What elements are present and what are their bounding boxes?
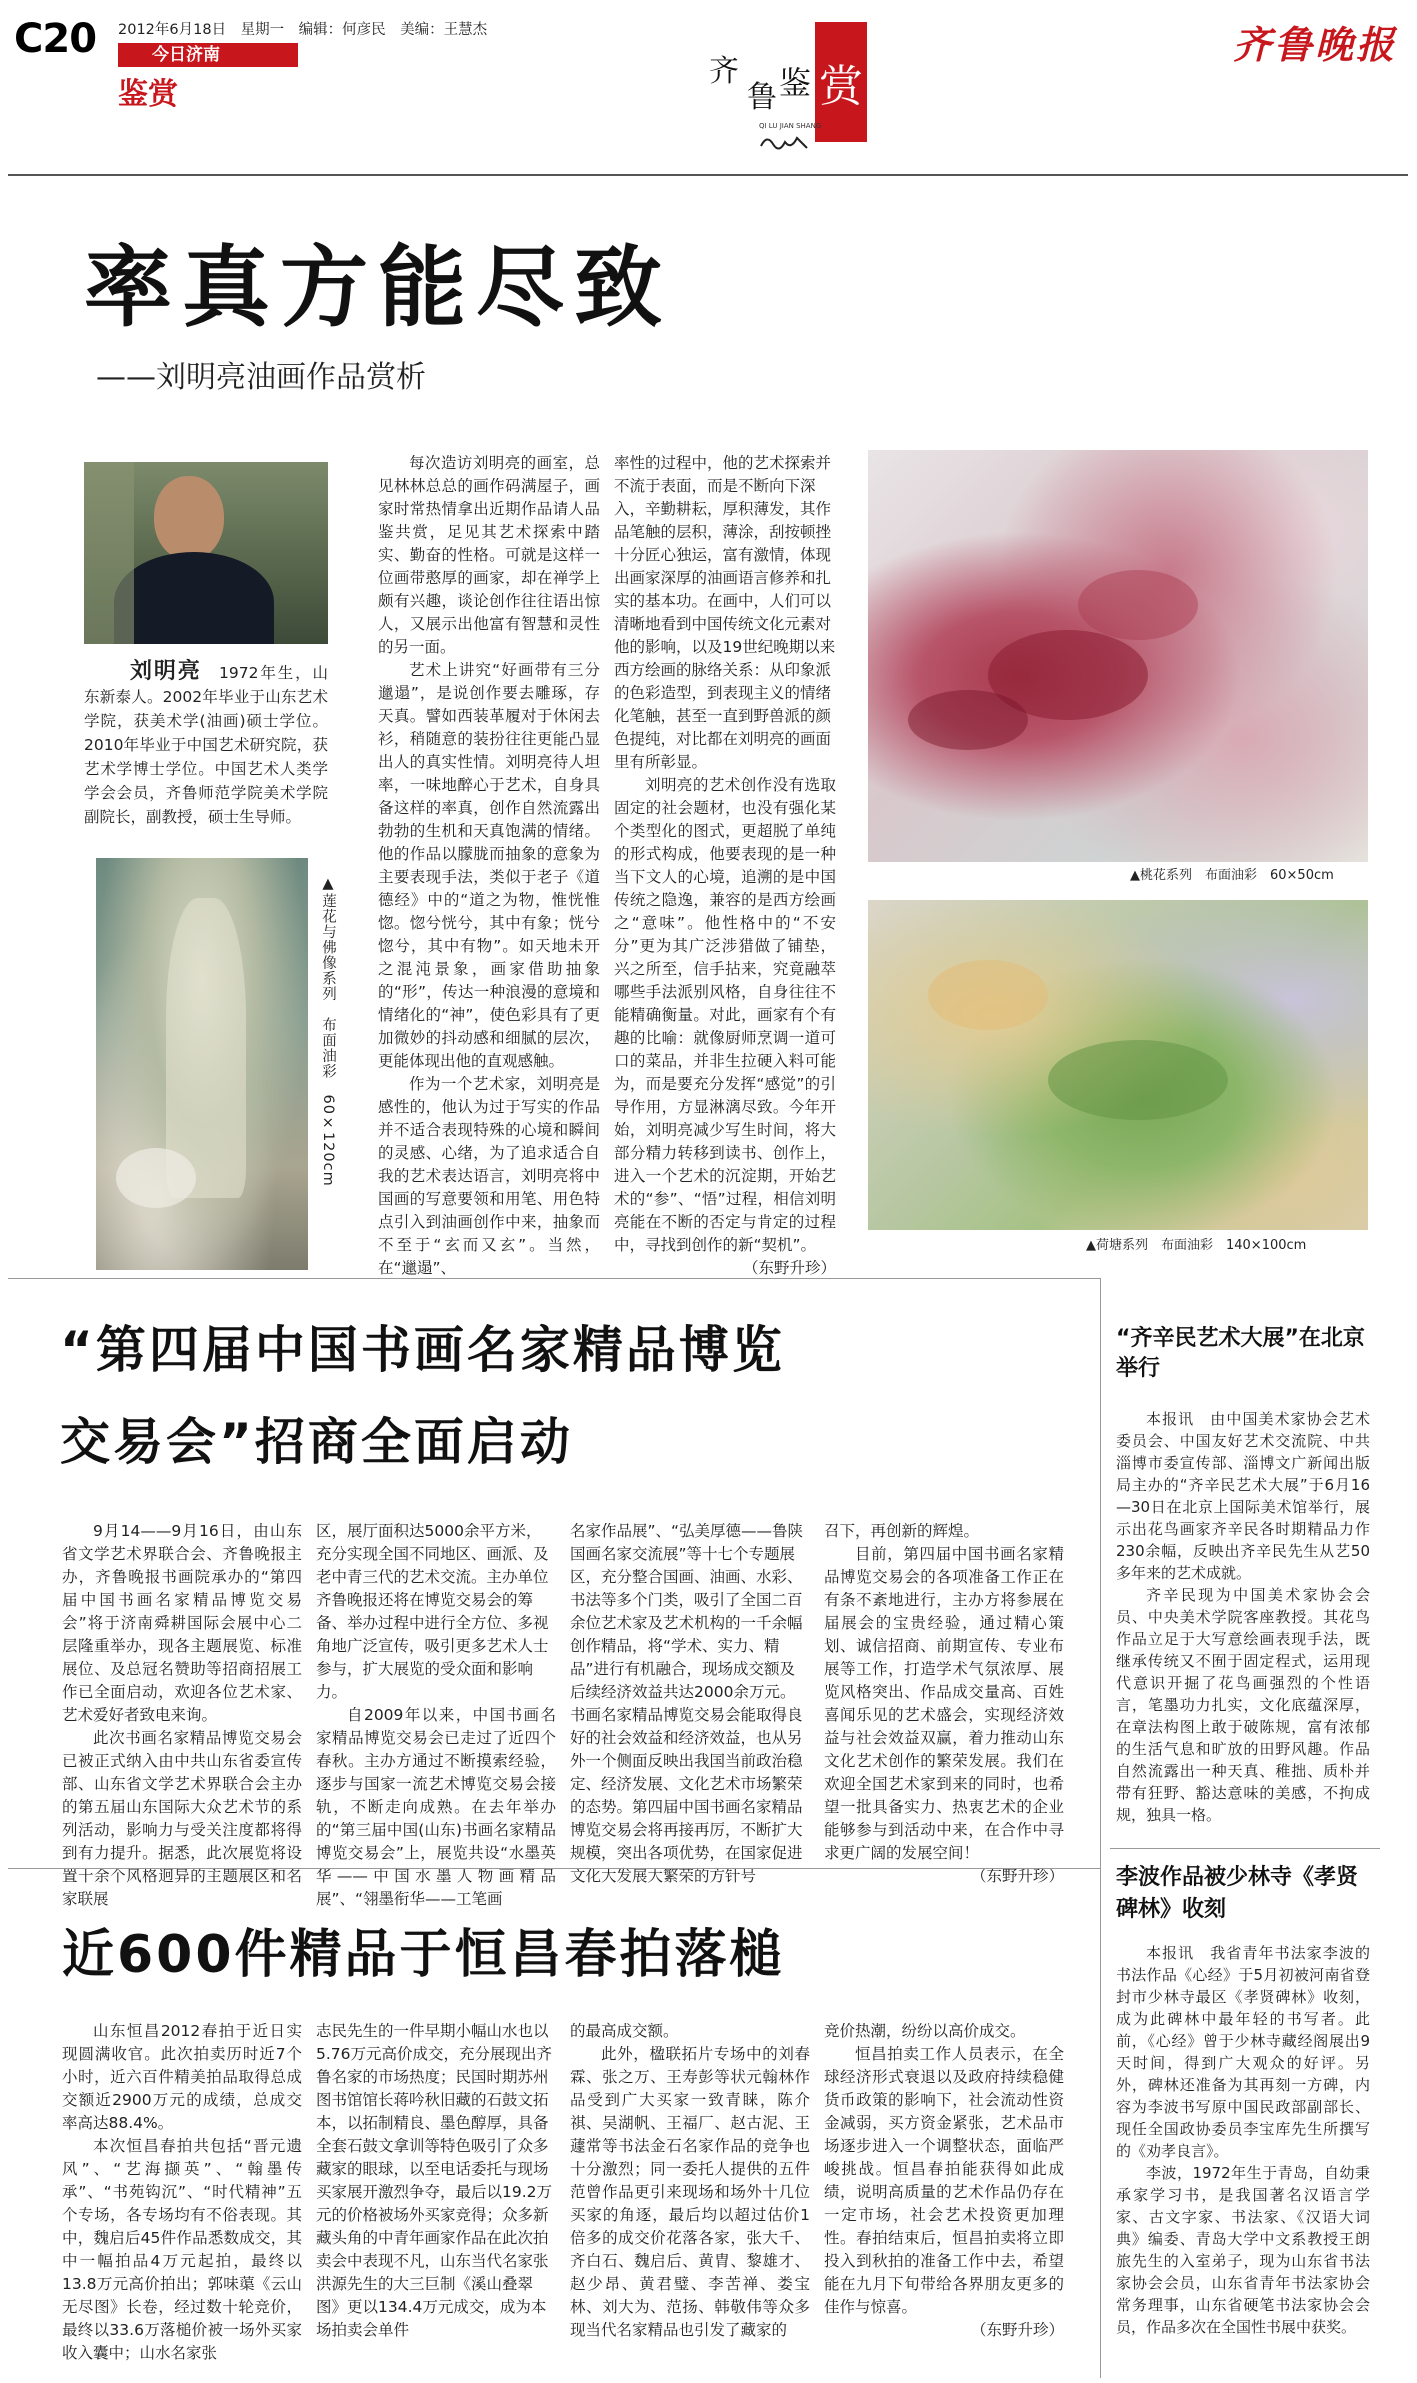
- article-3-para: 恒昌拍卖工作人员表示，在全球经济形式衰退以及政府持续稳健货币政策的影响下，社会流动性资金减弱，买方资金紧张，艺术品市场逐步进入一个调整状态，面临严峻挑战。恒昌春拍能获得如此成绩，说明高质量的艺术作品仍存在一定市场，社会艺术投资更加理性。春拍结束后，恒昌拍卖将立即投入到秋拍的准备工作中去，希望能在九月下旬带给各界朋友更多的佳作与惊喜。: [824, 2045, 1064, 2316]
- article-1-signature: （东野升珍）: [742, 1259, 836, 1277]
- article-1-subtitle: ——刘明亮油画作品赏析: [96, 360, 426, 395]
- article-2-headline-line-2: 交易会”招商全面启动: [60, 1413, 573, 1471]
- article-3-col-1: [62, 2020, 302, 2365]
- article-3-col-2: [316, 2020, 556, 2342]
- article-3-col-3: [570, 2020, 810, 2342]
- article-3-headline: 近600件精品于恒昌春拍落槌: [62, 1925, 785, 1985]
- column-seal: [697, 18, 872, 166]
- author-bio-text: 1972年生，山东新泰人。2002年毕业于山东艺术学院，获美术学(油画)硕士学位。2010年毕业于中国艺术研究院，获艺术学博士学位。中国艺术人类学学会会员，齐鲁师范学院美术学院副院长，副教授，硕士生导师。: [84, 664, 328, 826]
- author-bio: [84, 660, 328, 829]
- seal-char-2: 鲁: [747, 80, 777, 115]
- article-2-para: 召下，再创新的辉煌。: [824, 1522, 980, 1540]
- page-number: C20: [14, 16, 97, 62]
- sidebar-1-para: 本报讯 由中国美术家协会艺术委员会、中国友好艺术交流院、中共淄博市委宣传部、淄博文广新闻出版局主办的“齐辛民艺术大展”于6月16—30日在北京上国际美术馆举行，展示出花鸟画家齐辛民各时期精品力作230余幅，反映出齐辛民先生从艺50多年来的艺术成就。: [1116, 1410, 1370, 1582]
- article-2-para: 此次书画名家精品博览交易会已被正式纳入由中共山东省委宣传部、山东省文学艺术界联合会主办的第五届山东国际大众艺术节的系列活动，影响力与受关注度都将得到有力提升。据悉，此次展览将设置十余个风格迥异的主题展区和名家联展: [62, 1729, 302, 1908]
- article-2-para: 区，展厅面积达5000余平方米，充分实现全国不同地区、画派、及老中青三代的艺术交流。主办单位齐鲁晚报还将在博览交易会的筹备、举办过程中进行全方位、多视角地广泛宣传，吸引更多艺术人士参与，扩大展览的受众面和影响力。: [316, 1522, 549, 1701]
- sidebar-2-para: 李波，1972年生于青岛，自幼秉承家学习书，是我国著名汉语言学家、古文字家、书法家、《汉语大词典》编委、青岛大学中文系教授王朗旅先生的入室弟子，现为山东省书法家协会会员，山东省青年书法家协会常务理事，山东省硬笔书法家协会会员，作品多次在全国性书展中获奖。: [1116, 2164, 1370, 2336]
- sidebar-2-headline: 李波作品被少林寺《孝贤碑林》收刻: [1116, 1865, 1359, 1922]
- article-1-bottom-rule: [8, 1278, 1100, 1279]
- article-2-para: 9月14——9月16日，由山东省文学艺术界联合会、齐鲁晚报主办，齐鲁晚报书画院承办的“第四届中国书画名家精品博览交易会”将于济南舜耕国际会展中心二层隆重举办，现各主题展览、标准展位、及总冠名赞助等招商招展工作已全面启动，欢迎各位艺术家、艺术爱好者致电来询。: [62, 1522, 302, 1724]
- column-name: 鉴赏: [118, 77, 178, 112]
- article-1-para: 每次造访刘明亮的画室，总见林林总总的画作码满屋子，画家时常热情拿出近期作品请人品鉴共赏，足见其艺术探索中踏实、勤奋的性格。可就是这样一位画带憨厚的画家，却在禅学上颇有兴趣，谈论创作往往语出惊人，又展示出他富有智慧和灵性的另一面。: [378, 454, 600, 656]
- article-3-signature: （东野升珍）: [970, 2321, 1064, 2339]
- sidebar-2-body: [1116, 1942, 1370, 2338]
- seal-char-4: 赏: [819, 61, 863, 112]
- page-header: [0, 0, 1417, 175]
- sidebar-1-body: [1116, 1408, 1370, 1826]
- newspaper-logo: 齐鲁晚报: [1232, 22, 1397, 67]
- article-1-para: 艺术上讲究“好画带有三分邋遢”，是说创作要去雕琢，存天真。譬如西装革履对于休闲去衫，稍随意的装扮往往更能凸显出人的真实性情。刘明亮待人坦率，一味地醉心于艺术，自身具备这样的率真，创作自然流露出勃勃的生机和天真饱满的情绪。他的作品以朦胧而抽象的意象为主要表现手法，类似于老子《道德经》中的“道之为物，惟恍惟惚。惚兮恍兮，其中有象；恍兮惚兮，其中有物”。如天地未开之混沌景象，画家借助抽象的“形”，传达一种浪漫的意境和情绪化的“神”，使色彩具有了更加微妙的抖动感和细腻的层次，更能体现出他的直观感触。: [378, 661, 600, 1070]
- article-1-col-2: [614, 452, 836, 1280]
- article-3-para: 山东恒昌2012春拍于近日实现圆满收官。此次拍卖历时近7个小时，近六百件精美拍品取得总成交额近2900万元的成绩，总成交率高达88.4%。: [62, 2022, 302, 2132]
- article-2-headline-line-1: “第四届中国书画名家精品博览: [60, 1321, 785, 1379]
- painting-lotus-caption: ▲莲花与佛像系列 布面油彩 60×120cm: [320, 876, 336, 1187]
- section-tag: 今日济南: [118, 43, 298, 67]
- article-3-para: 志民先生的一件早期小幅山水也以5.76万元高价成交，充分展现出齐鲁名家的市场热度；民国时期苏州图书馆馆长蒋吟秋旧藏的石鼓文拓本，以拓制精良、墨色醇厚，具备全套石鼓文拿训等特色吸引了众多藏家的眼球，以至电话委托与现场买家展开激烈争夺，最后以19.2万元的价格被场外买家竞得；众多新藏头角的中青年画家作品在此次拍卖会中表现不凡，山东当代名家张洪源先生的大三巨制《溪山叠翠图》更以134.4万元成交，成为本场拍卖会单件: [316, 2022, 553, 2339]
- seal-char-3: 鉴: [779, 64, 812, 102]
- date-line: 2012年6月18日 星期一 编辑：何彦民 美编：王慧杰: [118, 22, 488, 38]
- article-2-col-3: [570, 1520, 810, 1888]
- article-2-signature: （东野升珍）: [970, 1867, 1064, 1885]
- sidebar-2-para: 本报讯 我省青年书法家李波的书法作品《心经》于5月初被河南省登封市少林寺最区《孝贤碑林》收刻，成为此碑林中最年轻的书写者。此前，《心经》曾于少林寺藏经阁展出9天时间，得到广大观众的好评。另外，碑林还准备为其再刻一方碑，内容为李波书写原中国民政部副部长、现任全国政协委员李宝库先生所撰写的《劝孝良言》。: [1116, 1944, 1370, 2160]
- seal-char-1: 齐: [709, 54, 739, 89]
- article-2-col-1: [62, 1520, 302, 1911]
- header-rule: [8, 174, 1408, 176]
- article-2-bottom-rule: [8, 1868, 1100, 1869]
- painting-lotus-buddha: [96, 858, 308, 1270]
- article-3-para: 的最高成交额。: [570, 2022, 679, 2040]
- painting-lotus-pond: [868, 900, 1368, 1230]
- author-portrait: [84, 462, 328, 644]
- article-2-para: 自2009年以来，中国书画名家精品博览交易会已走过了近四个春秋。主办方通过不断摸索经验，逐步与国家一流艺术博览交易会接轨，不断走向成熟。在去年举办的“第三届中国(山东)书画名家精品博览交易会”上，展览共设“水墨英华——中国水墨人物画精品展”、“翎墨衔华——工笔画: [316, 1706, 556, 1908]
- article-2-col-4: [824, 1520, 1064, 1888]
- sidebar-1-para: 齐辛民现为中国美术家协会会员、中央美术学院客座教授。其花鸟作品立足于大写意绘画表现手法，既继承传统又不囿于固定程式，运用现代意识开掘了花鸟画强烈的个性语言，笔墨功力扎实，文化底蕴深厚，在章法构图上敢于破陈规，富有浓郁的生活气息和旷放的田野风趣。作品自然流露出一种天真、稚拙、质朴并带有狂野、豁达意味的美感，不拘成规，独具一格。: [1116, 1586, 1370, 1824]
- seal-signature-icon: [757, 130, 811, 154]
- article-1-para: 率性的过程中，他的艺术探索并不流于表面，而是不断向下深入，辛勤耕耘，厚积薄发，其作品笔触的层积，薄涂，刮按顿挫十分匠心独运，富有激情，体现出画家深厚的油画语言修养和扎实的基本功。在画中，人们可以清晰地看到中国传统文化元素对他的影响，以及19世纪晚期以来西方绘画的脉络关系：从印象派的色彩造型，到表现主义的情绪化笔触，甚至一直到野兽派的颜色提纯，对比都在刘明亮的画面里有所彰显。: [614, 454, 836, 771]
- article-1-col-1: [378, 452, 600, 1280]
- sidebar-divider: [1100, 1278, 1101, 2378]
- article-3-para: 此外，楹联拓片专场中的刘春霖、张之万、王寿彭等状元翰林作品受到广大买家一致青睐，陈介祺、吴湖帆、王福厂、赵古泥、王蘧常等书法金石名家作品的竞争也十分激烈；同一委托人提供的五件范曾作品更引来现场和场外十几位买家的角逐，最后均以超过估价1倍多的成交价花落各家，张大千、齐白石、魏启后、黄胄、黎雄才、赵少昂、黄君璧、李苦禅、娄宝林、刘大为、范扬、韩敬伟等众多现当代名家精品也引发了藏家的: [570, 2045, 810, 2339]
- painting-peach-blossom: [868, 450, 1368, 862]
- article-3-para: 本次恒昌春拍共包括“晋元遗风”、“艺海撷英”、“翰墨传承”、“书苑钩沉”、“时代精神”五个专场，各专场均有不俗表现。其中，魏启后45件作品悉数成交，其中一幅拍品4万元起拍，最终以13.8万元高价拍出；郭味蕖《云山无尽图》长卷，经过数十轮竞价，最终以33.6万落槌价被一场外买家收入囊中；山水名家张: [62, 2137, 302, 2362]
- author-name: 刘明亮: [130, 659, 202, 684]
- painting-lotus-pond-caption: ▲荷塘系列 布面油彩 140×100cm: [1086, 1238, 1307, 1253]
- article-3-col-4: [824, 2020, 1064, 2342]
- article-1-para: 作为一个艺术家，刘明亮是感性的，他认为过于写实的作品并不适合表现特殊的心境和瞬间的灵感、心绪，为了追求适合自我的艺术表达语言，刘明亮将中国画的写意要领和用笔、用色特点引入到油画创作中来，抽象而不至于“玄而又玄”。当然，在“邋遢”、: [378, 1075, 600, 1277]
- article-3-para: 竞价热潮，纷纷以高价成交。: [824, 2022, 1026, 2040]
- painting-peach-caption: ▲桃花系列 布面油彩 60×50cm: [1130, 868, 1334, 883]
- article-2-para: 目前，第四届中国书画名家精品博览交易会的各项准备工作正在有条不紊地进行，主办方将参展在届展会的宝贵经验，通过精心策划、诚信招商、前期宣传、专业布展等工作，打造学术气氛浓厚、展览风格突出、作品成交量高、百姓喜闻乐见的艺术盛会，实现经济效益与社会效益双赢，着力推动山东文化艺术创作的繁荣发展。我们在欢迎全国艺术家到来的同时，也希望一批具备实力、热衷艺术的企业能够参与到活动中来，在合作中寻求更广阔的发展空间！: [824, 1545, 1064, 1862]
- sidebar-1-headline: “齐辛民艺术大展”在北京举行: [1116, 1326, 1365, 1381]
- article-1-headline: 率真方能尽致: [84, 236, 673, 339]
- sidebar-rule: [1110, 1848, 1380, 1849]
- seal-small-text: QI LU JIAN SHANG: [759, 122, 822, 130]
- article-2-col-2: [316, 1520, 556, 1911]
- article-1-para: 刘明亮的艺术创作没有选取固定的社会题材，也没有强化某个类型化的图式，更超脱了单纯的形式构成，他要表现的是一种当下文人的心境，追溯的是中国传统之隐逸，兼容的是西方绘画之“意味”。他性格中的“不安分”更为其广泛涉猎做了铺垫，兴之所至，信手拈来，究竟融萃哪些手法派别风格，自身往往不能精确衡量。对此，画家有个有趣的比喻：就像厨师烹调一道可口的菜品，并非生拉硬入料可能为，而是要充分发挥“感觉”的引导作用，方显淋漓尽致。今年开始，刘明亮减少写生时间，将大部分精力转移到读书、创作上，进入一个艺术的沉淀期，开始艺术的“参”、“悟”过程，相信刘明亮能在不断的否定与肯定的过程中，寻找到创作的新“契机”。: [614, 776, 836, 1254]
- article-2-para: 名家作品展”、“弘美厚德——鲁陕国画名家交流展”等十七个专题展区，充分整合国画、油画、水彩、书法等多个门类，吸引了全国二百余位艺术家及艺术机构的一千余幅创作精品，将“学术、实力、精品”进行有机融合，现场成交额及后续经济效益共达2000余万元。书画名家精品博览交易会能取得良好的社会效益和经济效益，也从另外一个侧面反映出我国当前政治稳定、经济发展、文化艺术市场繁荣的态势。第四届中国书画名家精品博览交易会将再接再厉，不断扩大规模，突出各项优势，在国家促进文化大发展大繁荣的方针号: [570, 1522, 804, 1885]
